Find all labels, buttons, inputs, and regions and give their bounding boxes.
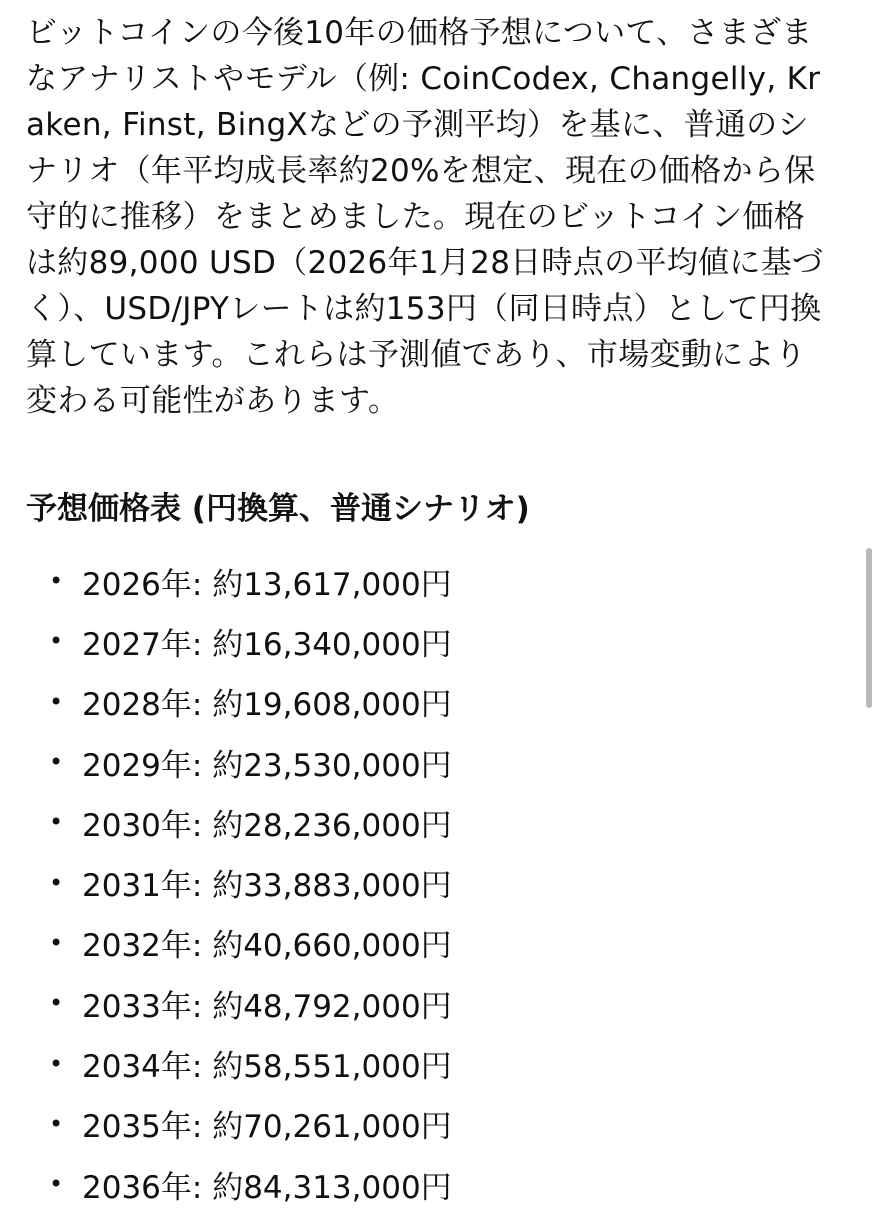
price-list xyxy=(26,551,826,1214)
price-text: 2027年: 約16,340,000円 xyxy=(82,626,452,663)
bullet-icon: • xyxy=(49,567,64,596)
article-content xyxy=(26,10,826,1214)
price-text: 2026年: 約13,617,000円 xyxy=(82,566,452,603)
list-item xyxy=(26,1094,826,1154)
price-text: 2035年: 約70,261,000円 xyxy=(82,1109,452,1146)
bullet-icon: • xyxy=(49,1109,64,1138)
bullet-icon: • xyxy=(49,627,64,656)
price-text: 2032年: 約40,660,000円 xyxy=(82,928,452,965)
price-text: 2034年: 約58,551,000円 xyxy=(82,1049,452,1086)
bullet-icon: • xyxy=(49,748,64,777)
list-item xyxy=(26,1154,826,1214)
section-heading: 予想価格表 (円換算、普通シナリオ) xyxy=(26,491,530,527)
bullet-icon: • xyxy=(49,989,64,1018)
bullet-icon: • xyxy=(49,808,64,837)
price-text: 2033年: 約48,792,000円 xyxy=(82,988,452,1025)
list-item xyxy=(26,792,826,852)
bullet-icon: • xyxy=(49,928,64,957)
list-item xyxy=(26,672,826,732)
price-text: 2031年: 約33,883,000円 xyxy=(82,868,452,905)
list-item xyxy=(26,913,826,973)
list-item xyxy=(26,611,826,671)
bullet-icon: • xyxy=(49,868,64,897)
list-item xyxy=(26,852,826,912)
scrollbar-thumb[interactable] xyxy=(866,548,872,708)
bullet-icon: • xyxy=(49,1049,64,1078)
list-item xyxy=(26,1033,826,1093)
list-item xyxy=(26,732,826,792)
bullet-icon: • xyxy=(49,687,64,716)
price-text: 2030年: 約28,236,000円 xyxy=(82,807,452,844)
bullet-icon: • xyxy=(49,1170,64,1199)
list-item xyxy=(26,551,826,611)
intro-paragraph: ビットコインの今後10年の価格予想について、さまざまなアナリストやモデル（例: CoinCodex, Changelly, Kraken, Finst, BingXなどの予測平均）を基に、普通のシナリオ（年平均成長率約20%を想定、現在の価格から保守的に推移）をまとめました。現在のビットコイン価格は約89,000 USD（2026年1月28日時点の平均値に基づく）、USD/JPYレートは約153円（同日時点）として円換算しています。これらは予測値であり、市場変動により変わる可能性があります。 xyxy=(26,15,824,419)
price-text: 2029年: 約23,530,000円 xyxy=(82,747,452,784)
price-text: 2036年: 約84,313,000円 xyxy=(82,1169,452,1206)
list-item xyxy=(26,973,826,1033)
price-text: 2028年: 約19,608,000円 xyxy=(82,687,452,724)
